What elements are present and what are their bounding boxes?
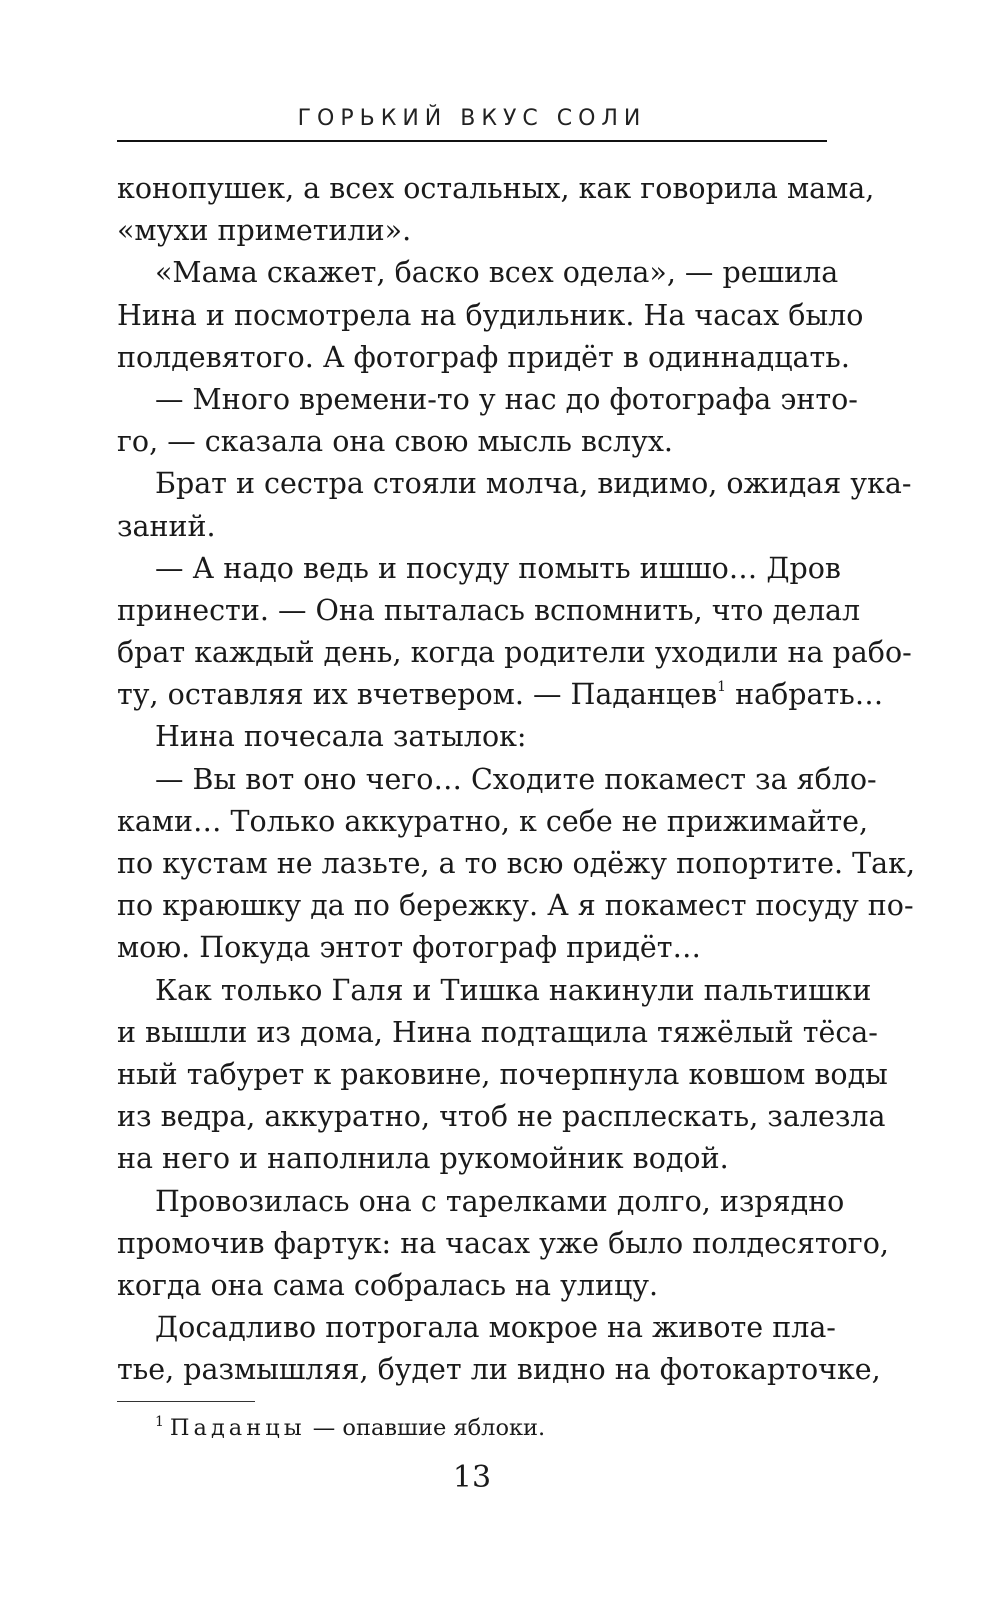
text-line: и вышли из дома, Нина подтащила тяжёлый тёса- bbox=[117, 1015, 878, 1049]
text-line: Провозилась она с тарелками долго, изрядно bbox=[155, 1184, 845, 1218]
text-line: полдевятого. А фотограф придёт в одиннадцать. bbox=[117, 340, 850, 374]
footnote-definition: — опавшие яблоки. bbox=[305, 1415, 546, 1441]
text-line-with-footnote-ref bbox=[117, 674, 884, 716]
text-line: Нина почесала затылок: bbox=[155, 720, 527, 754]
text-line-part: ту, оставляя их вчетвером. — Паданцев bbox=[117, 678, 718, 712]
text-line: — Много времени-то у нас до фотографа энто- bbox=[155, 382, 858, 416]
footnote-term: Паданцы bbox=[169, 1415, 306, 1441]
body-text bbox=[117, 168, 916, 1391]
text-line: го, — сказала она свою мысль вслух. bbox=[117, 425, 673, 459]
text-line: «Мама скажет, баско всех одела», — решила bbox=[155, 256, 839, 290]
text-line: ный табурет к раковине, почерпнула ковшом воды bbox=[117, 1057, 888, 1091]
running-title: ГОРЬКИЙ ВКУС СОЛИ bbox=[297, 106, 647, 131]
text-line: Брат и сестра стояли молча, видимо, ожидая ука- bbox=[155, 467, 912, 501]
text-line-part: набрать… bbox=[726, 678, 884, 712]
text-line: брат каждый день, когда родители уходили на рабо- bbox=[117, 636, 912, 670]
text-line: заний. bbox=[117, 509, 216, 543]
text-line: по кустам не лазьте, а то всю одёжу попортите. Так, bbox=[117, 847, 916, 880]
text-line: Нина и посмотрела на будильник. На часах было bbox=[117, 298, 864, 332]
footnote-rule bbox=[117, 1401, 255, 1402]
footnote-reference: 1 bbox=[717, 679, 727, 696]
text-line: из ведра, аккуратно, чтоб не расплескать, залезла bbox=[117, 1100, 886, 1134]
text-line: принести. — Она пыталась вспомнить, что делал bbox=[117, 593, 861, 627]
text-line: конопушек, а всех остальных, как говорила мама, bbox=[117, 172, 875, 205]
text-line: Как только Галя и Тишка накинули пальтишки bbox=[155, 973, 872, 1007]
text-line: промочив фартук: на часах уже было полдесятого, bbox=[117, 1226, 889, 1260]
footnote bbox=[155, 1414, 835, 1441]
text-line: мою. Покуда энтот фотограф придёт… bbox=[117, 931, 701, 965]
text-line: — А надо ведь и посуду помыть ишшо… Дров bbox=[155, 551, 841, 585]
header-rule bbox=[117, 140, 827, 142]
text-line: Досадливо потрогала мокрое на животе пла- bbox=[155, 1311, 836, 1345]
page-number: 13 bbox=[452, 1460, 492, 1495]
text-line: тье, размышляя, будет ли видно на фотокарточке, bbox=[117, 1353, 881, 1387]
text-line: когда она сама собралась на улицу. bbox=[117, 1268, 659, 1302]
text-line: «мухи приметили». bbox=[117, 214, 412, 248]
text-line: ками… Только аккуратно, к себе не прижимайте, bbox=[117, 804, 869, 838]
text-line: по краюшку да по бережку. А я покамест посуду по- bbox=[117, 889, 914, 923]
text-line: на него и наполнила рукомойник водой. bbox=[117, 1142, 729, 1176]
footnote-number: 1 bbox=[155, 1414, 164, 1430]
text-line: — Вы вот оно чего… Сходите покамест за ябло- bbox=[155, 762, 877, 796]
